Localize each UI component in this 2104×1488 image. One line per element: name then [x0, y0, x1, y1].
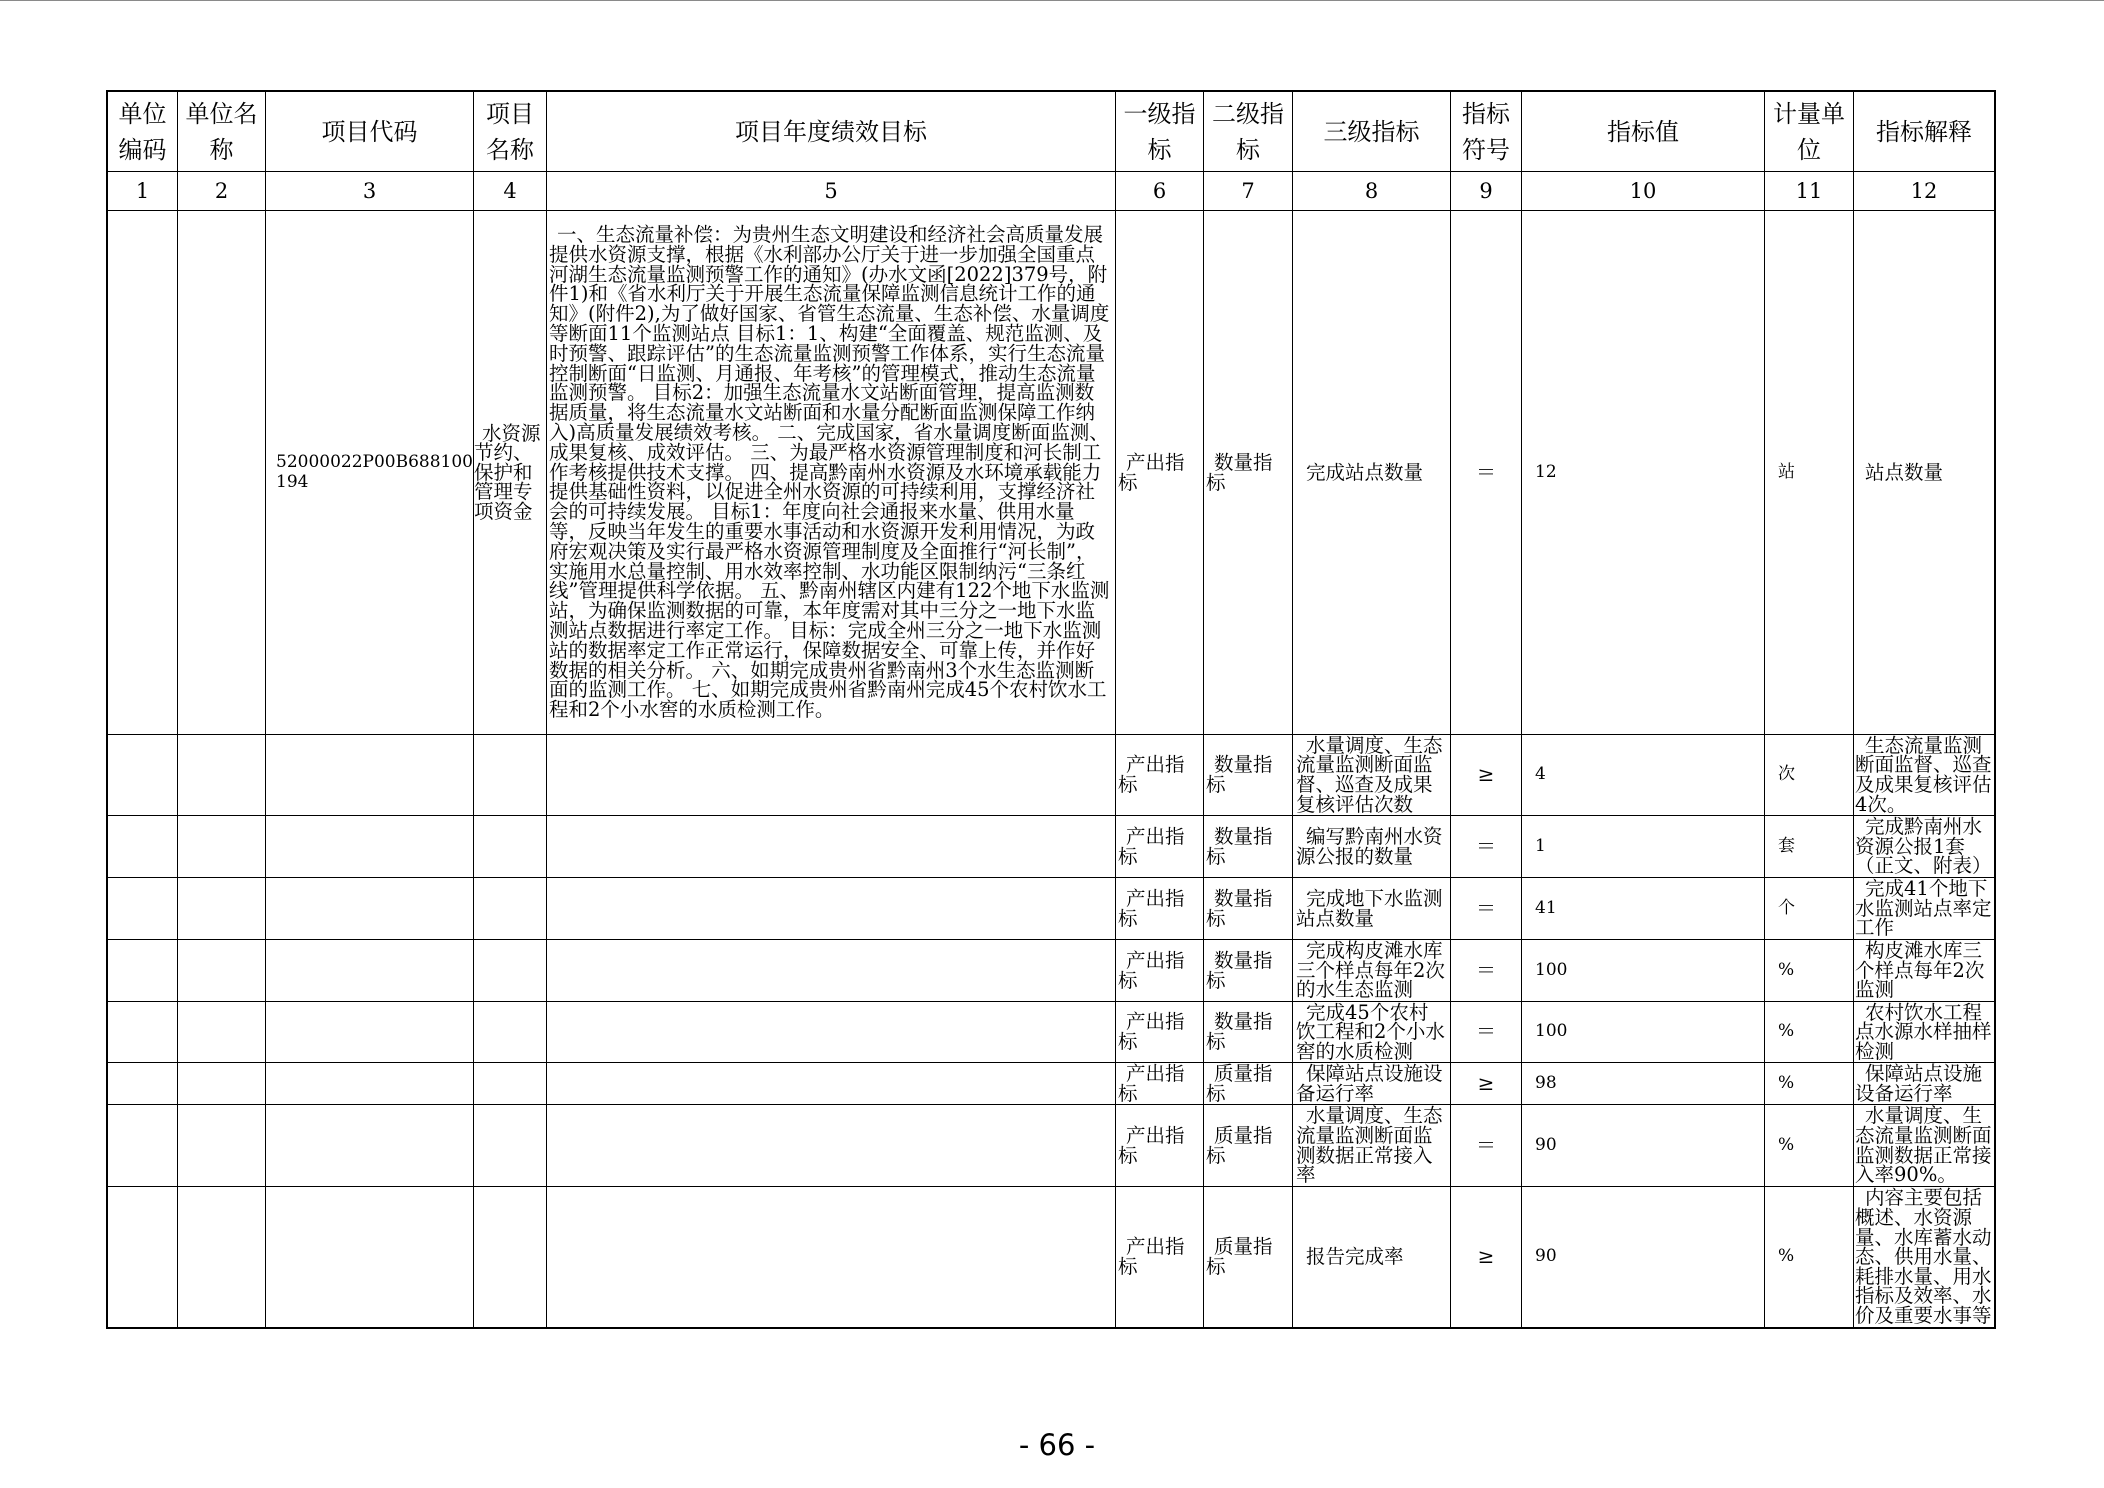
level3-indicator-cell [1293, 878, 1451, 940]
cell-text: 数量指标 [1206, 450, 1273, 494]
project-name-cell [474, 816, 547, 878]
level1-indicator-cell [1116, 735, 1204, 816]
cell-text: 52000022P00B688100194 [276, 451, 473, 492]
column-number [108, 172, 178, 211]
unit-name-cell [178, 211, 266, 735]
unit-of-measure-cell [1765, 816, 1854, 878]
indicator-explanation-cell [1854, 1187, 1996, 1329]
project-code-cell [266, 211, 474, 735]
cell-text: 数量指标 [1206, 824, 1273, 868]
column-number-text: 6 [1152, 179, 1167, 203]
cell-text: 数量指标 [1206, 753, 1273, 796]
cell-text: ≥ [1477, 762, 1495, 787]
header-annual-goal [547, 92, 1116, 172]
column-number [1765, 172, 1854, 211]
unit-code-cell [108, 1187, 178, 1329]
level1-indicator-cell [1116, 940, 1204, 1002]
indicator-explanation-cell [1854, 816, 1996, 878]
cell-text: 站点数量 [1865, 460, 1944, 484]
unit-name-cell [178, 816, 266, 878]
annual-goal-cell [547, 1187, 1116, 1329]
header-text: 指标解释 [1876, 117, 1972, 146]
cell-text: ＝ [1476, 1132, 1496, 1157]
cell-text: 农村饮水工程点水源水样抽样检测 [1855, 1002, 1992, 1063]
level3-indicator-cell [1293, 940, 1451, 1002]
column-number [1204, 172, 1293, 211]
indicator-value-cell [1522, 878, 1765, 940]
column-number-text: 9 [1479, 179, 1493, 203]
level2-indicator-cell [1204, 1187, 1293, 1329]
project-code-cell [266, 1063, 474, 1105]
project-name-cell [474, 878, 547, 940]
header-unit-of-measure [1765, 92, 1854, 172]
level2-indicator-cell [1204, 211, 1293, 735]
level3-indicator-cell [1293, 211, 1451, 735]
cell-text: % [1778, 1134, 1795, 1155]
unit-name-cell [178, 1105, 266, 1187]
cell-text: 90 [1535, 1134, 1557, 1155]
level1-indicator-cell [1116, 816, 1204, 878]
project-code-cell [266, 940, 474, 1002]
level1-indicator-cell [1116, 211, 1204, 735]
project-name-cell [474, 1105, 547, 1187]
cell-text: 站 [1778, 461, 1795, 482]
project-code-cell [266, 735, 474, 816]
unit-code-cell [108, 211, 178, 735]
unit-name-cell [178, 1063, 266, 1105]
unit-of-measure-cell [1765, 735, 1854, 816]
indicator-explanation-cell [1854, 211, 1996, 735]
cell-text: 完成站点数量 [1306, 460, 1424, 484]
cell-text: 产出指标 [1118, 1063, 1185, 1105]
level3-indicator-cell [1293, 735, 1451, 816]
column-number [474, 172, 547, 211]
cell-text: 内容主要包括概述、水资源量、水库蓄水动态、供用水量、耗排水量、用水指标及效率、水价及重要水事等 [1855, 1187, 1992, 1327]
unit-code-cell [108, 816, 178, 878]
cell-text: 完成45个农村饮工程和2个小水窖的水质检测 [1296, 1002, 1445, 1063]
level2-indicator-cell [1204, 1063, 1293, 1105]
project-code-cell [266, 1002, 474, 1063]
header-text: 单位名称 [185, 99, 258, 164]
cell-text: 完成地下水监测站点数量 [1296, 886, 1443, 930]
cell-text: 质量指标 [1206, 1235, 1273, 1278]
performance-target-table [106, 90, 1996, 1329]
cell-text: 个 [1778, 897, 1795, 918]
column-number-text: 4 [503, 179, 517, 203]
cell-text: 水量调度、生态流量监测断面监测数据正常接入率90%。 [1855, 1105, 1992, 1187]
cell-text: 编写黔南州水资源公报的数量 [1296, 824, 1443, 868]
project-name-cell [474, 211, 547, 735]
level3-indicator-cell [1293, 1002, 1451, 1063]
indicator-explanation-cell [1854, 1105, 1996, 1187]
level2-indicator-cell [1204, 816, 1293, 878]
indicator-explanation-cell [1854, 1002, 1996, 1063]
project-code-cell [266, 816, 474, 878]
header-text: 指标符号 [1462, 99, 1510, 164]
indicator-explanation-cell [1854, 735, 1996, 816]
cell-text: 质量指标 [1206, 1063, 1273, 1105]
indicator-explanation-cell [1854, 1063, 1996, 1105]
cell-text: 100 [1535, 959, 1568, 980]
annual-goal-cell [547, 816, 1116, 878]
header-unit-name [178, 92, 266, 172]
header-text: 单位编码 [118, 99, 167, 164]
level2-indicator-cell [1204, 878, 1293, 940]
cell-text: ≥ [1477, 1244, 1495, 1269]
page-number: - 66 - [1018, 1428, 1096, 1462]
cell-text: 保障站点设施设备运行率 [1855, 1063, 1983, 1105]
level1-indicator-cell [1116, 878, 1204, 940]
column-number [266, 172, 474, 211]
unit-of-measure-cell [1765, 878, 1854, 940]
unit-name-cell [178, 1002, 266, 1063]
cell-text: % [1778, 1021, 1795, 1042]
level2-indicator-cell [1204, 735, 1293, 816]
indicator-symbol-cell [1451, 1063, 1522, 1105]
cell-text: 完成41个地下水监测站点率定工作 [1855, 878, 1992, 940]
annual-goal-cell [547, 1002, 1116, 1063]
indicator-symbol-cell [1451, 940, 1522, 1002]
cell-text: ＝ [1476, 833, 1496, 858]
level2-indicator-cell [1204, 1002, 1293, 1063]
project-name-cell [474, 1002, 547, 1063]
level2-indicator-cell [1204, 940, 1293, 1002]
project-name-cell [474, 1187, 547, 1329]
column-number [1116, 172, 1204, 211]
header-text: 二级指标 [1212, 99, 1284, 164]
unit-of-measure-cell [1765, 211, 1854, 735]
cell-text: 构皮滩水库三个样点每年2次监测 [1855, 940, 1985, 1002]
cell-text: % [1778, 959, 1795, 980]
indicator-value-cell [1522, 1105, 1765, 1187]
header-text: 项目代码 [321, 117, 418, 146]
unit-of-measure-cell [1765, 1105, 1854, 1187]
cell-text: 次 [1778, 764, 1795, 785]
indicator-symbol-cell [1451, 816, 1522, 878]
annual-goal-cell [547, 211, 1116, 735]
unit-name-cell [178, 940, 266, 1002]
unit-code-cell [108, 940, 178, 1002]
unit-name-cell [178, 1187, 266, 1329]
cell-text: 产出指标 [1118, 824, 1185, 868]
header-text: 一级指标 [1123, 99, 1196, 164]
cell-text: 4 [1535, 764, 1546, 785]
cell-text: ＝ [1476, 1019, 1496, 1044]
header-text: 三级指标 [1323, 117, 1420, 146]
unit-code-cell [108, 1105, 178, 1187]
unit-code-cell [108, 735, 178, 816]
column-number-text: 8 [1364, 179, 1379, 203]
indicator-explanation-cell [1854, 940, 1996, 1002]
cell-text: 报告完成率 [1306, 1245, 1404, 1269]
cell-text: 产出指标 [1118, 753, 1185, 796]
indicator-value-cell [1522, 1063, 1765, 1105]
column-number-text: 5 [824, 179, 838, 203]
top-rule [0, 0, 2104, 1]
cell-text: 1 [1535, 835, 1546, 856]
project-code-cell [266, 1105, 474, 1187]
unit-code-cell [108, 1063, 178, 1105]
column-number-text: 11 [1795, 179, 1823, 203]
column-number-text: 10 [1629, 179, 1657, 203]
annual-goal-cell [547, 735, 1116, 816]
cell-text: 保障站点设施设备运行率 [1296, 1063, 1443, 1105]
level1-indicator-cell [1116, 1187, 1204, 1329]
indicator-symbol-cell [1451, 878, 1522, 940]
column-number [1854, 172, 1996, 211]
cell-text: 产出指标 [1118, 1123, 1185, 1167]
cell-text: 数量指标 [1206, 1010, 1273, 1053]
header-text: 项目名称 [486, 99, 534, 164]
cell-text: 套 [1778, 835, 1795, 856]
cell-text: 12 [1535, 461, 1557, 482]
header-text: 计量单位 [1773, 99, 1845, 164]
column-number-text: 3 [362, 179, 377, 203]
level3-indicator-cell [1293, 1187, 1451, 1329]
header-indicator-explanation [1854, 92, 1996, 172]
level1-indicator-cell [1116, 1105, 1204, 1187]
indicator-symbol-cell [1451, 735, 1522, 816]
cell-text: 产出指标 [1118, 948, 1185, 992]
cell-text: 90 [1535, 1246, 1557, 1267]
unit-of-measure-cell [1765, 1002, 1854, 1063]
unit-of-measure-cell [1765, 1063, 1854, 1105]
cell-text: ＝ [1476, 459, 1496, 484]
cell-text: ＝ [1476, 957, 1496, 982]
header-text: 指标值 [1607, 117, 1679, 146]
annual-goal-cell [547, 1105, 1116, 1187]
level2-indicator-cell [1204, 1105, 1293, 1187]
level1-indicator-cell [1116, 1063, 1204, 1105]
cell-text: ≥ [1477, 1070, 1495, 1095]
cell-text: % [1778, 1246, 1795, 1267]
project-name-cell [474, 735, 547, 816]
column-number [178, 172, 266, 211]
header-project-name [474, 92, 547, 172]
cell-text: 100 [1535, 1021, 1568, 1042]
level3-indicator-cell [1293, 1063, 1451, 1105]
indicator-value-cell [1522, 735, 1765, 816]
project-code-cell [266, 1187, 474, 1329]
level1-indicator-cell [1116, 1002, 1204, 1063]
indicator-value-cell [1522, 1002, 1765, 1063]
column-number-text: 7 [1241, 179, 1255, 203]
cell-text: 产出指标 [1118, 1010, 1185, 1053]
header-indicator-value [1522, 92, 1765, 172]
cell-text: % [1778, 1072, 1795, 1093]
header-project-code [266, 92, 474, 172]
unit-name-cell [178, 735, 266, 816]
cell-text: 完成构皮滩水库三个样点每年2次的水生态监测 [1296, 940, 1445, 1002]
unit-name-cell [178, 878, 266, 940]
cell-text: 41 [1535, 897, 1557, 918]
header-unit-code [108, 92, 178, 172]
cell-text: 产出指标 [1118, 1235, 1185, 1278]
column-number-text: 12 [1910, 179, 1938, 203]
cell-text: 完成黔南州水资源公报1套（正文、附表） [1855, 816, 1992, 878]
cell-text: 数量指标 [1206, 948, 1273, 992]
project-name-cell [474, 1063, 547, 1105]
cell-text: ＝ [1476, 895, 1496, 920]
header-indicator-symbol [1451, 92, 1522, 172]
header-level2-indicator [1204, 92, 1293, 172]
column-number [547, 172, 1116, 211]
project-name-cell [474, 940, 547, 1002]
header-level1-indicator [1116, 92, 1204, 172]
cell-text: 一、生态流量补偿：为贵州生态文明建设和经济社会高质量发展提供水资源支撑，根据《水利部办公厅关于进一步加强全国重点河湖生态流量监测预警工作的通知》(办水文函[2022]379号，附件1)和《省水利厅关于开展生态流量保障监测信息统计工作的通知》(附件2),为了做好国家、省管生态流量、生态补偿、水量调度等断面11个监测站点 目标1：1、构建“全面覆盖、规范监测、及时预警、跟踪评估”的生态流量监测预警工作体系，实行生态流量控制断面“日监测、月通报、年考核”的管理模式，推动生态流量 监测预警。 目标2：加强生态流量水文站断面管理，提高监测数据质量，将生态流量水文站断面和水量分配断面监测保障工作纳入)高质量发展绩效考核。 二、完成国家，省水量调度断面监测、成果复核、成效评估。 三、为最严格水资源管理制度和河长制工作考核提供技术支撑。 四、提高黔南州水资源及水环境承载能力提供基础性资料，以促进全州水资源的可持续利用，支撑经济社会的可持续发展。 目标1：年度向社会通报来水量、供用水量等，反映当年发生的重要水事活动和水资源开发利用情况，为政府宏观决策及实行最严格水资源管理制度及全面推行“河长制”，实施用水总量控制、用水效率控制、水功能区限制纳污“三条红线”管理提供科学依据。 五、黔南州辖区内建有122个地下水监测站，为确保监测数据的可靠，本年度需对其中三分之一地下水监测站点数据进行率定工作。 目标：完成全州三分之一地下水监测站的数据率定工作正常运行，保障数据安全、可靠上传，并作好数据的相关分析。 六、如期完成贵州省黔南州3个水生态监测断面的监测工作。 七、如期完成贵州省黔南州完成45个农村饮水工程和2个小水窖的水质检测工作。 [549, 223, 1110, 722]
header-level3-indicator [1293, 92, 1451, 172]
unit-of-measure-cell [1765, 940, 1854, 1002]
cell-text: 数量指标 [1206, 886, 1273, 930]
cell-text: 产出指标 [1118, 886, 1185, 930]
unit-code-cell [108, 1002, 178, 1063]
cell-text: 水量调度、生态流量监测断面监督、巡查及成果复核评估次数 [1296, 735, 1443, 816]
cell-text: 产出指标 [1118, 450, 1185, 494]
column-number [1451, 172, 1522, 211]
project-code-cell [266, 878, 474, 940]
cell-text: 生态流量监测断面监督、巡查及成果复核评估4次。 [1855, 735, 1992, 816]
column-number-text: 1 [135, 179, 150, 203]
indicator-symbol-cell [1451, 211, 1522, 735]
cell-text: 水量调度、生态流量监测断面监测数据正常接入率 [1296, 1105, 1443, 1187]
unit-of-measure-cell [1765, 1187, 1854, 1329]
indicator-explanation-cell [1854, 878, 1996, 940]
indicator-value-cell [1522, 211, 1765, 735]
level3-indicator-cell [1293, 816, 1451, 878]
level3-indicator-cell [1293, 1105, 1451, 1187]
header-text: 项目年度绩效目标 [735, 117, 927, 146]
annual-goal-cell [547, 878, 1116, 940]
cell-text: 98 [1535, 1072, 1557, 1093]
column-number-text: 2 [214, 179, 229, 203]
annual-goal-cell [547, 940, 1116, 1002]
column-number [1293, 172, 1451, 211]
column-number [1522, 172, 1765, 211]
indicator-symbol-cell [1451, 1187, 1522, 1329]
indicator-value-cell [1522, 1187, 1765, 1329]
indicator-symbol-cell [1451, 1002, 1522, 1063]
cell-text: 水资源节约、保护和管理专项资金 [474, 421, 541, 523]
cell-text: 质量指标 [1206, 1123, 1273, 1167]
indicator-value-cell [1522, 940, 1765, 1002]
indicator-symbol-cell [1451, 1105, 1522, 1187]
indicator-value-cell [1522, 816, 1765, 878]
annual-goal-cell [547, 1063, 1116, 1105]
unit-code-cell [108, 878, 178, 940]
